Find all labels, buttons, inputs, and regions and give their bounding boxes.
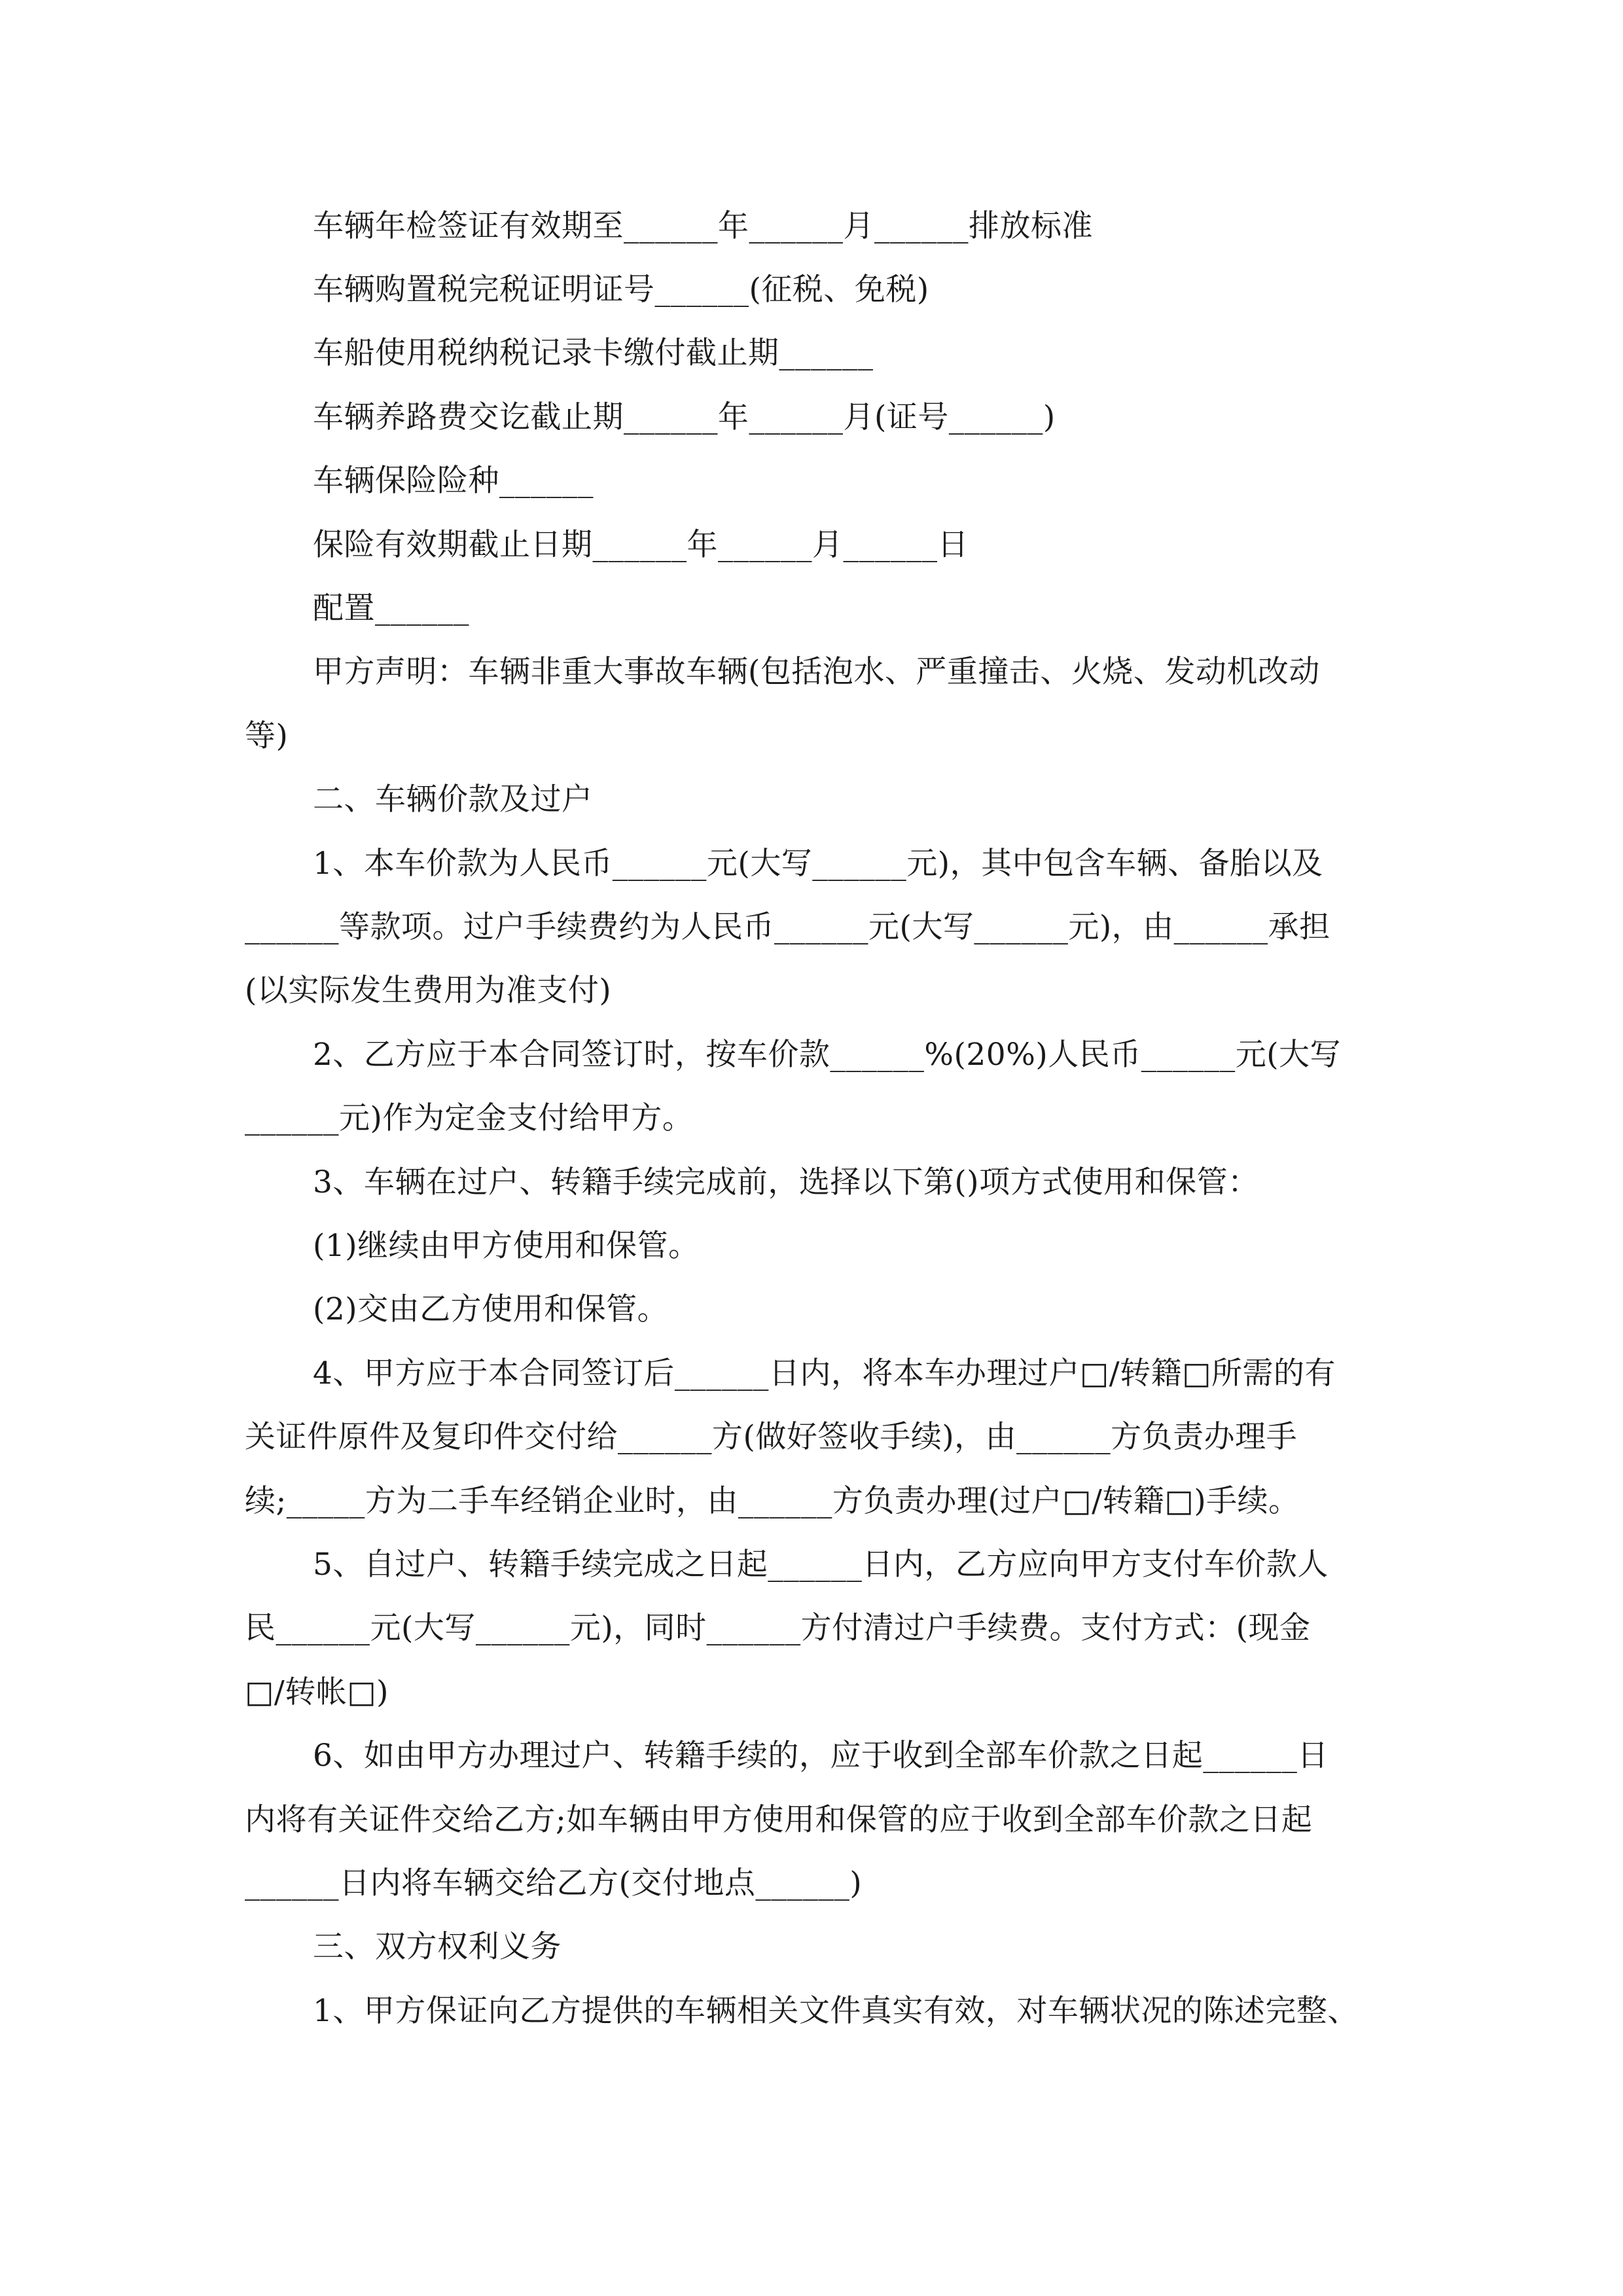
section-heading: 二、车辆价款及过户 [313, 781, 593, 817]
text-line: □/转帐□) [245, 1674, 389, 1710]
text-line: 5、自过户、转籍手续完成之日起______日内，乙方应向甲方支付车价款人 [313, 1547, 1329, 1583]
text-line: 配置______ [313, 590, 469, 626]
text-line: 车辆年检签证有效期至______年______月______排放标准 [313, 208, 1093, 244]
text-line: 1、本车价款为人民币______元(大写______元)，其中包含车辆、备胎以及 [313, 846, 1323, 882]
text-line: (2)交由乙方使用和保管。 [313, 1291, 669, 1327]
text-line: 6、如由甲方办理过户、转籍手续的，应于收到全部车价款之日起______日 [313, 1738, 1329, 1774]
text-line: 关证件原件及复印件交付给______方(做好签收手续)，由______方负责办理手 [245, 1419, 1298, 1455]
text-line: ______日内将车辆交给乙方(交付地点______) [245, 1865, 863, 1901]
text-line: 车辆保险险种______ [313, 463, 594, 499]
text-line: 车辆养路费交讫截止期______年______月(证号______) [313, 399, 1056, 435]
text-line: 甲方声明：车辆非重大事故车辆(包括泡水、严重撞击、火烧、发动机改动 [313, 654, 1320, 690]
text-line: 1、甲方保证向乙方提供的车辆相关文件真实有效，对车辆状况的陈述完整、 [313, 1993, 1359, 2029]
text-line: 车辆购置税完税证明证号______(征税、免税) [313, 272, 929, 308]
text-line: 保险有效期截止日期______年______月______日 [313, 527, 969, 563]
text-line: ______等款项。过户手续费约为人民币______元(大写______元)，由______承担 [245, 909, 1330, 945]
text-line: 车船使用税纳税记录卡缴付截止期______ [313, 335, 874, 371]
text-line: 民______元(大写______元)，同时______方付清过户手续费。支付方式：(现金 [245, 1610, 1311, 1646]
text-line: 2、乙方应于本合同签订时，按车价款______%(20%)人民币______元(大写 [313, 1037, 1342, 1073]
text-line: 等) [245, 718, 289, 754]
text-line: (以实际发生费用为准支付) [245, 973, 612, 1009]
text-line: 内将有关证件交给乙方;如车辆由甲方使用和保管的应于收到全部车价款之日起 [245, 1802, 1313, 1838]
text-line: 4、甲方应于本合同签订后______日内，将本车办理过户□/转籍□所需的有 [313, 1355, 1336, 1391]
section-heading: 三、双方权利义务 [313, 1929, 562, 1965]
text-line: 3、车辆在过户、转籍手续完成前，选择以下第()项方式使用和保管： [313, 1164, 1259, 1200]
text-line: ______元)作为定金支付给甲方。 [245, 1100, 694, 1136]
text-line: 续;_____方为二手车经销企业时，由______方负责办理(过户□/转籍□)手续。 [245, 1483, 1300, 1519]
text-line: (1)继续由甲方使用和保管。 [313, 1228, 700, 1264]
